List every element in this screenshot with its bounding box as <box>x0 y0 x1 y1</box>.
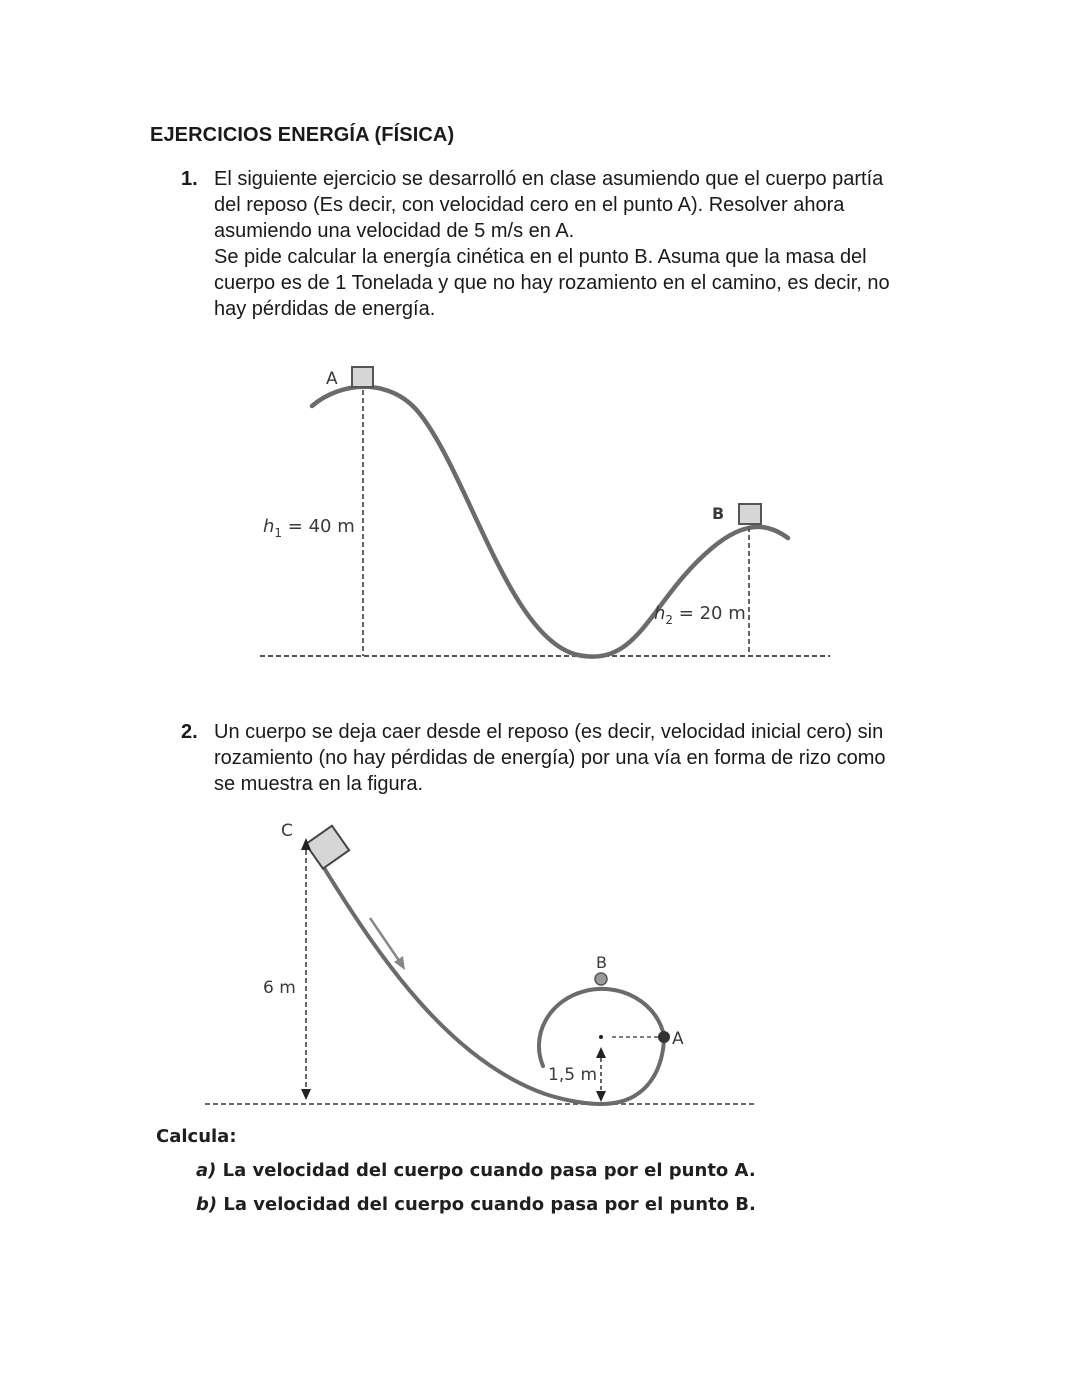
calculate-section <box>156 1126 756 1228</box>
h2-symbol: h <box>654 603 666 624</box>
radius-arrow-top <box>596 1047 606 1058</box>
radius-arrow-bottom <box>596 1091 606 1102</box>
exercise-1-line: del reposo (Es decir, con velocidad cero en el punto A). Resolver ahora <box>214 194 845 216</box>
h1-subscript: 1 <box>274 526 283 540</box>
label-point-b: B <box>596 953 607 972</box>
question-letter: a) <box>196 1160 217 1181</box>
h1-value: = 40 m <box>282 516 355 537</box>
h2-subscript: 2 <box>665 613 674 627</box>
exercise-2-line: se muestra en la figura. <box>214 773 423 795</box>
loop-center <box>599 1035 603 1039</box>
block-c <box>306 826 349 869</box>
label-point-b: B <box>712 504 725 523</box>
calculate-title: Calcula: <box>156 1126 237 1147</box>
question-a <box>196 1160 756 1194</box>
loop-track-curve <box>318 858 664 1104</box>
exercise-1-line: asumiendo una velocidad de 5 m/s en A. <box>214 220 575 242</box>
exercise-2-line: Un cuerpo se deja caer desde el reposo (es decir, velocidad inicial cero) sin <box>214 721 884 743</box>
question-text: La velocidad del cuerpo cuando pasa por el punto A. <box>216 1160 756 1181</box>
exercise-2-line: rozamiento (no hay pérdidas de energía) por una vía en forma de rizo como <box>214 747 886 769</box>
label-point-a: A <box>326 369 338 389</box>
label-point-c: C <box>281 821 293 841</box>
h1-symbol: h <box>263 516 275 537</box>
label-height: 6 m <box>263 978 296 998</box>
question-letter: b) <box>196 1194 218 1215</box>
point-b <box>595 973 607 985</box>
motion-arrow-head <box>394 956 405 970</box>
exercise-1-line: cuerpo es de 1 Tonelada y que no hay rozamiento en el camino, es decir, no <box>214 272 890 294</box>
question-b <box>196 1194 756 1228</box>
height-arrow-bottom <box>301 1089 311 1100</box>
question-text: La velocidad del cuerpo cuando pasa por el punto B. <box>217 1194 756 1215</box>
label-radius: 1,5 m <box>548 1065 597 1085</box>
exercise-1-number: 1. <box>181 168 198 190</box>
exercise-1-line: Se pide calcular la energía cinética en el punto B. Asuma que la masa del <box>214 246 867 268</box>
document-title: EJERCICIOS ENERGÍA (FÍSICA) <box>150 124 455 146</box>
point-a <box>658 1031 670 1043</box>
h2-value: = 20 m <box>673 603 746 624</box>
exercise-1-line: El siguiente ejercicio se desarrolló en clase asumiendo que el cuerpo partía <box>214 168 884 190</box>
exercise-2-number: 2. <box>181 721 198 743</box>
label-point-a: A <box>672 1029 684 1049</box>
exercise-1-line: hay pérdidas de energía. <box>214 298 436 320</box>
